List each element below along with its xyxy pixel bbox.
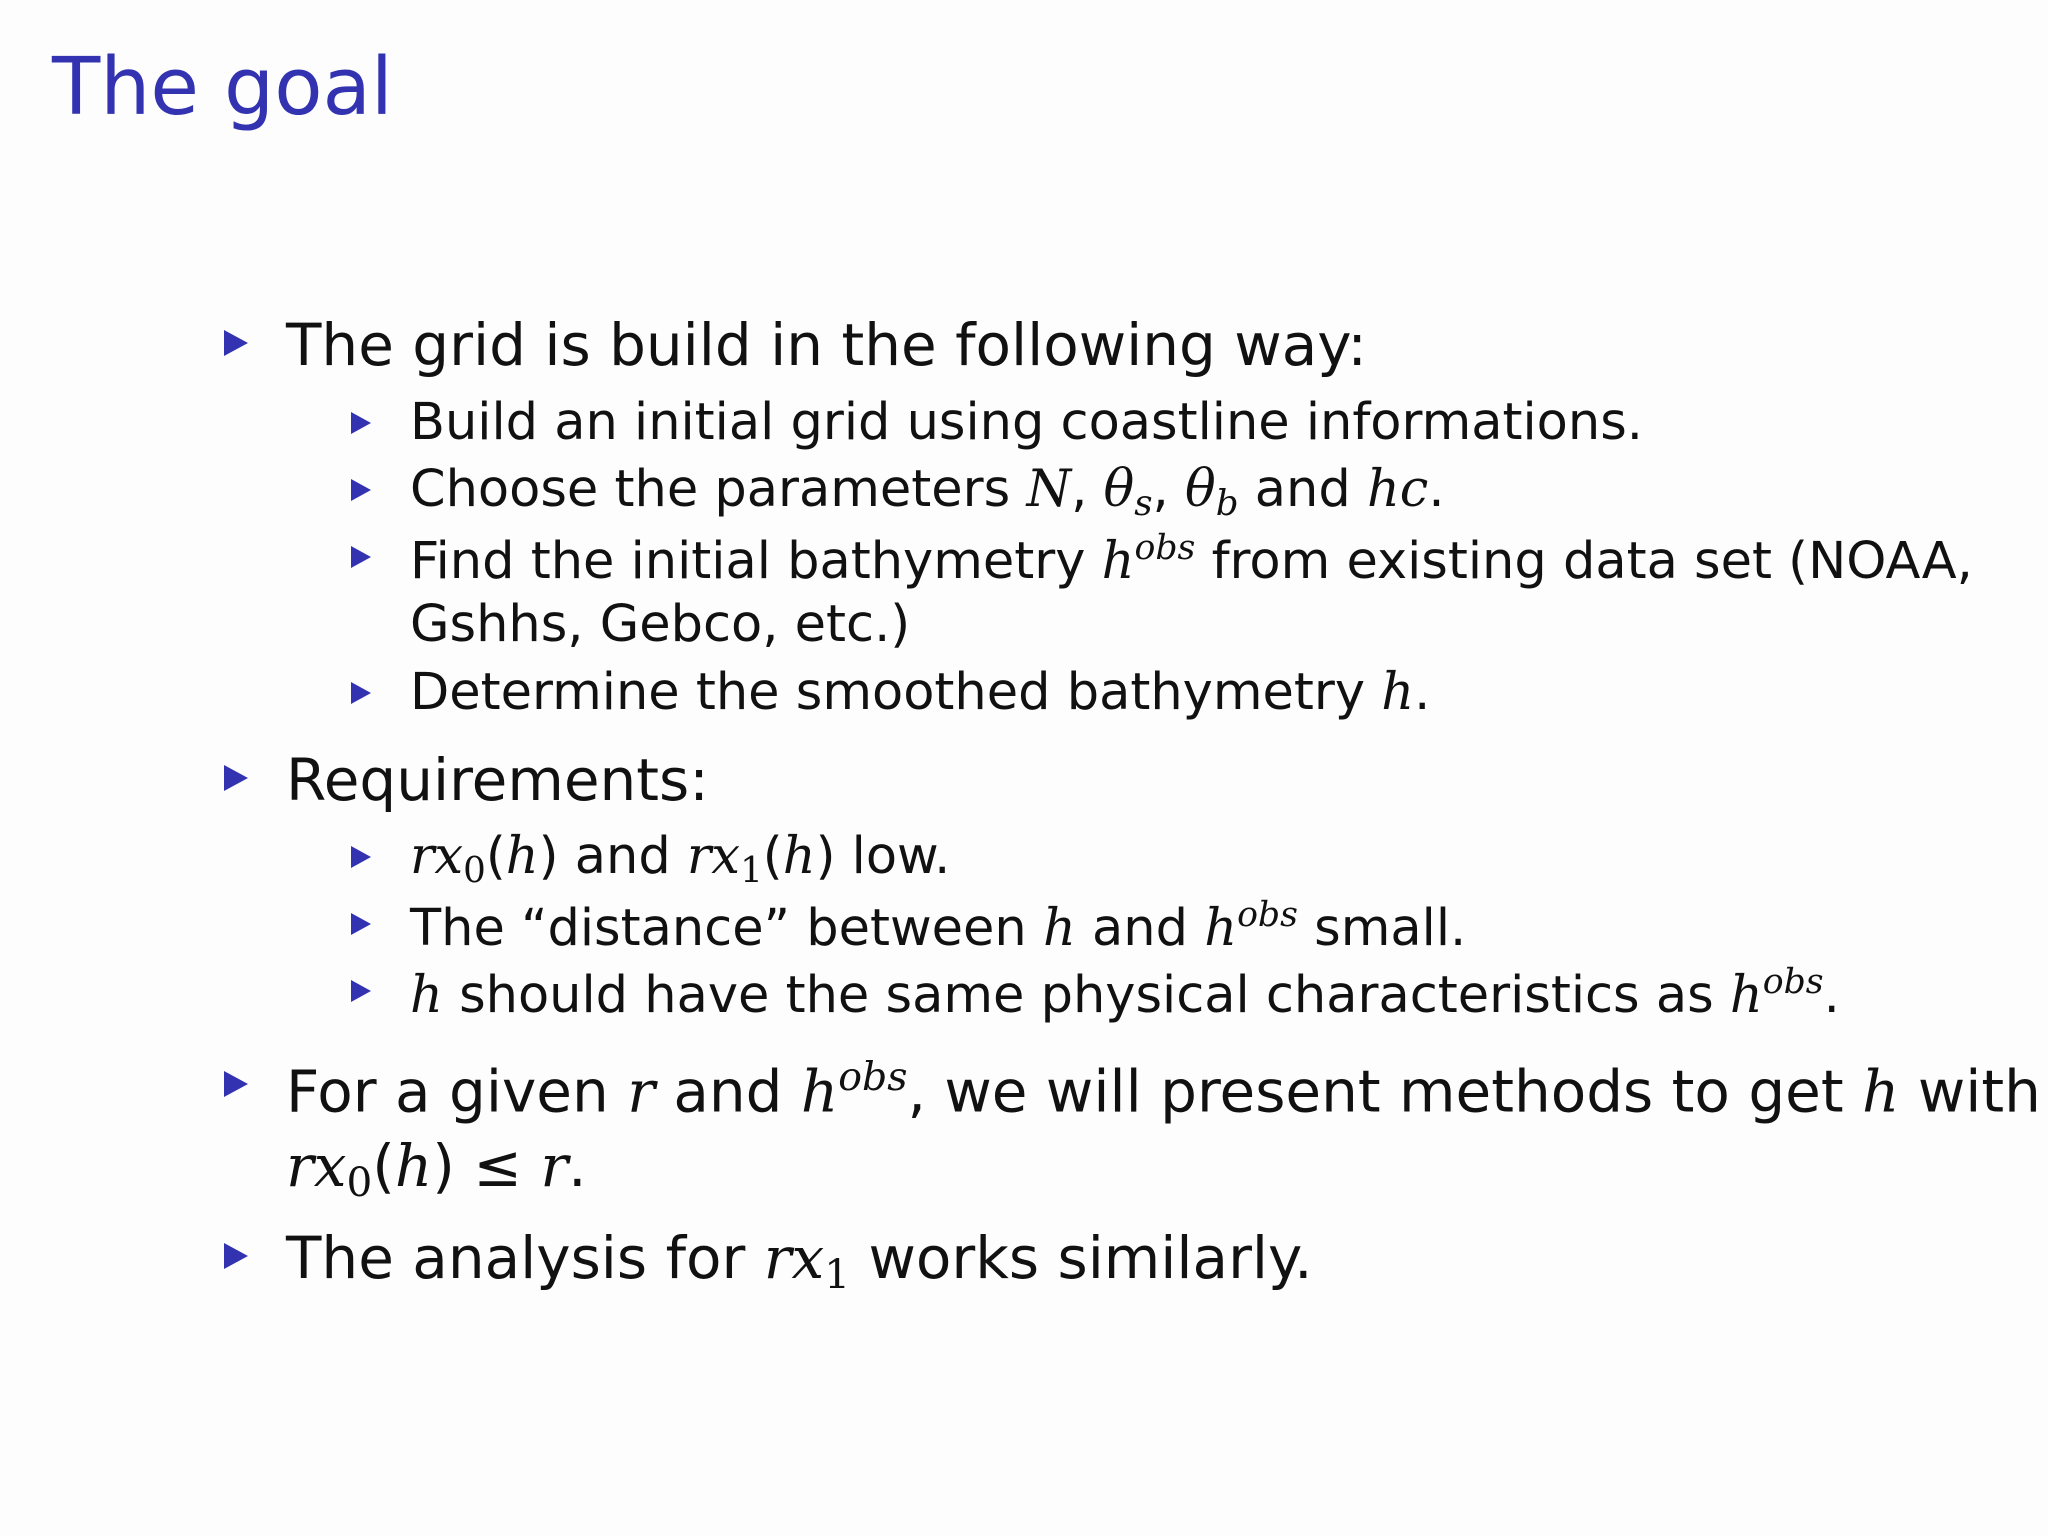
conjunction: and <box>1075 899 1205 959</box>
paren-close: ) <box>815 827 836 886</box>
symbol-h: h <box>1042 899 1076 959</box>
symbol-rx0 <box>286 1132 373 1207</box>
symbol-h: h <box>1381 663 1415 722</box>
requirement-2-text <box>410 895 1467 959</box>
requirement-2-end: small. <box>1297 899 1467 959</box>
requirement-3-middle: should have the same physical characteristics as <box>442 966 1730 1026</box>
requirements-intro-text: Requirements: <box>286 746 709 814</box>
blue-right-triangle-icon <box>224 330 248 356</box>
symbol-h: h <box>410 966 443 1026</box>
method-end: with <box>1899 1057 2041 1126</box>
superscript-obs: obs <box>1237 895 1298 935</box>
symbol-rx1 <box>763 1224 851 1299</box>
symbol-h: h <box>800 1057 839 1126</box>
comma: , <box>1152 460 1185 519</box>
period: . <box>1823 966 1840 1026</box>
paren-open: ( <box>485 827 506 886</box>
slide-title: The goal <box>52 41 393 133</box>
symbol-h: h <box>1204 899 1238 959</box>
step-3-line-2: Gshhs, Gebco, etc.) <box>410 595 911 654</box>
blue-right-triangle-icon <box>224 1243 248 1269</box>
subscript-1: 1 <box>740 849 763 891</box>
period: . <box>1428 460 1445 519</box>
blue-right-triangle-icon <box>224 765 248 791</box>
step-3-suffix: from existing data set (NOAA, <box>1195 532 1973 592</box>
step-2-text <box>410 460 1445 524</box>
rx-base: rx <box>763 1224 825 1292</box>
subscript-0: 0 <box>463 849 486 891</box>
less-equal-sign: ≤ <box>454 1132 541 1200</box>
symbol-h: h <box>782 827 816 886</box>
paren-close: ) <box>432 1132 455 1200</box>
symbol-rx1 <box>686 827 763 891</box>
method-text <box>286 1054 2041 1126</box>
grid-intro-text: The grid is build in the following way: <box>286 311 1367 379</box>
conjunction: and <box>1238 460 1367 519</box>
paren-open: ( <box>372 1132 395 1200</box>
small-blue-right-triangle-icon <box>351 546 371 568</box>
step-4-prefix: Determine the smoothed bathymetry <box>410 663 1382 722</box>
paren-close: ) <box>538 827 559 886</box>
step-1-text: Build an initial grid using coastline informations. <box>410 393 1643 452</box>
method-prefix: For a given <box>286 1057 628 1126</box>
step-3-prefix: Find the initial bathymetry <box>410 532 1102 592</box>
step-2-prefix: Choose the parameters <box>410 460 1027 519</box>
small-blue-right-triangle-icon <box>351 412 371 434</box>
period: . <box>1414 663 1431 722</box>
comma: , <box>1071 460 1104 519</box>
method-middle: , we will present methods to get <box>907 1057 1863 1126</box>
subscript-0: 0 <box>346 1158 373 1207</box>
symbol-theta-b <box>1184 460 1239 524</box>
symbol-rx0 <box>410 827 486 891</box>
conjunction: and <box>558 827 687 886</box>
theta-base: θ <box>1103 460 1135 519</box>
small-blue-right-triangle-icon <box>351 846 371 868</box>
superscript-obs: obs <box>1762 962 1824 1002</box>
superscript-obs: obs <box>1134 528 1196 568</box>
step-4-text <box>410 663 1431 722</box>
small-blue-right-triangle-icon <box>351 980 371 1002</box>
small-blue-right-triangle-icon <box>351 479 371 501</box>
symbol-r: r <box>540 1132 569 1200</box>
step-3-text <box>410 528 1973 592</box>
symbol-hc: hc <box>1366 460 1429 519</box>
theta-sub-b: b <box>1215 482 1239 524</box>
theta-base: θ <box>1184 460 1216 519</box>
symbol-theta-s <box>1103 460 1153 524</box>
symbol-r: r <box>627 1057 655 1126</box>
requirement-1-end: low. <box>835 827 951 886</box>
symbol-h: h <box>394 1132 433 1200</box>
paren-open: ( <box>762 827 783 886</box>
requirement-1-text <box>410 827 951 891</box>
analysis-end: works similarly. <box>850 1224 1313 1292</box>
conjunction: and <box>654 1057 801 1126</box>
small-blue-right-triangle-icon <box>351 682 371 704</box>
symbol-h: h <box>1101 532 1135 592</box>
symbol-h: h <box>1862 1057 1900 1126</box>
rx-base: rx <box>410 827 464 886</box>
theta-sub-s: s <box>1134 482 1153 524</box>
rx-base: rx <box>686 827 741 886</box>
symbol-N: N <box>1026 460 1072 519</box>
blue-right-triangle-icon <box>224 1071 248 1097</box>
rx-base: rx <box>286 1132 347 1200</box>
analysis-prefix: The analysis for <box>286 1224 764 1292</box>
symbol-h: h <box>505 827 539 886</box>
analysis-text <box>286 1224 1313 1299</box>
requirement-2-prefix: The “distance” between <box>410 899 1043 959</box>
requirement-3-text <box>410 962 1840 1026</box>
superscript-obs: obs <box>838 1054 908 1100</box>
subscript-1: 1 <box>824 1250 851 1299</box>
period: . <box>568 1132 587 1200</box>
symbol-h: h <box>1729 966 1763 1026</box>
small-blue-right-triangle-icon <box>351 913 371 935</box>
method-line-2 <box>286 1132 587 1207</box>
